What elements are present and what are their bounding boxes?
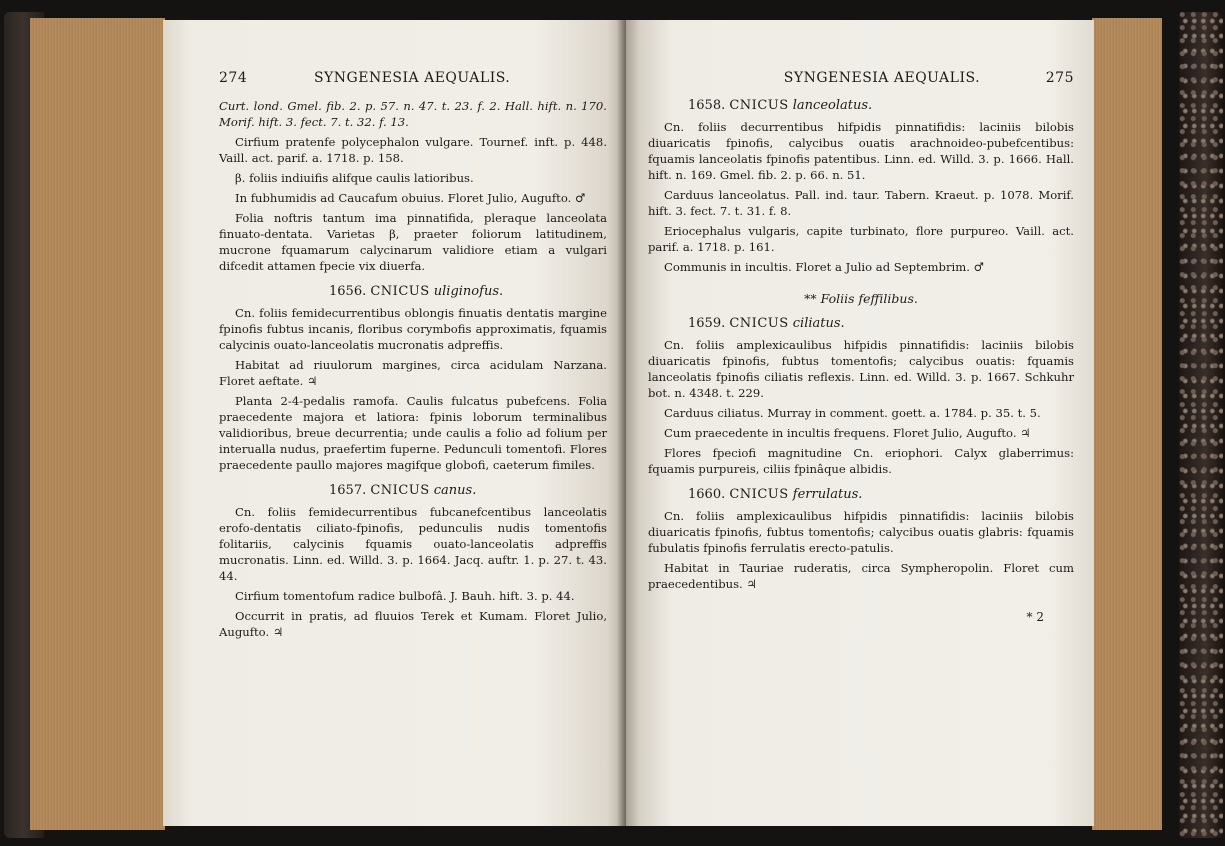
entry-paragraph: Habitat ad riuulorum margines, circa acidulam Narzana. Floret aeftate. ♃ — [219, 358, 607, 388]
page-edges-right — [1092, 18, 1162, 830]
entry-paragraph: Cn. foliis femidecurrentibus fubcanefcentibus lanceolatis erofo-dentatis ciliato-fpinofis, pedunculis nudis tomentofis folitariis, calycinis fquamis ouato-lanceolatis adpreffis mucronatis. Linn. ed. Willd. 3. p. 1664. Jacq. auftr. 1. p. 27. t. 43. 44. — [219, 505, 607, 583]
entry-heading-1656 — [219, 284, 607, 299]
intro-paragraph: β. foliis indiuifis alifque caulis latioribus. — [235, 171, 474, 185]
section-heading: ** Foliis feffilibus. — [804, 291, 918, 306]
entry-paragraph: Carduus lanceolatus. Pall. ind. taur. Tabern. Kraeut. p. 1078. Morif. hift. 3. fect. 7. t. 31. f. 8. — [648, 188, 1074, 218]
entry-number: 1657. — [329, 483, 367, 498]
left-running-head — [219, 70, 607, 86]
left-page — [163, 20, 625, 826]
entry-heading-1659 — [648, 316, 1074, 331]
entry-paragraph: Carduus ciliatus. Murray in comment. goett. a. 1784. p. 35. t. 5. — [664, 406, 1041, 420]
entry-paragraph: Habitat in Tauriae ruderatis, circa Sympheropolin. Floret cum praecedentibus. ♃ — [648, 561, 1074, 591]
intro-paragraph: Curt. lond. Gmel. fib. 2. p. 57. n. 47. t. 23. f. 2. Hall. hift. n. 170. Morif. hift. 3. fect. 7. t. 32. f. 13. — [219, 99, 607, 129]
entry-heading-1657 — [219, 483, 607, 498]
entry-paragraph: Cn. foliis decurrentibus hifpidis pinnatifidis: laciniis bilobis diuaricatis fpinofis, calycibus ouatis arachnoideo-pubefcentibus: fquamis lanceolatis fpinofis patentibus. Linn. ed. Willd. 3. p. 1666. Hall. hift. n. 169. Gmel. fib. 2. p. 66. n. 51. — [648, 120, 1074, 182]
entry-paragraph: Eriocephalus vulgaris, capite turbinato, flore purpureo. Vaill. act. parif. a. 1718. p. 161. — [648, 224, 1074, 254]
entry-epithet: ferrulatus. — [792, 487, 863, 502]
entry-epithet: uliginofus. — [433, 284, 504, 299]
intro-paragraph: Cirfium pratenfe polycephalon vulgare. Tournef. inft. p. 448. Vaill. act. parif. a. 1718. p. 158. — [219, 135, 607, 165]
entry-number: 1656. — [329, 284, 367, 299]
entry-heading-1658 — [648, 98, 1074, 113]
entry-genus: CNICUS — [729, 487, 789, 502]
entry-paragraph: Cn. foliis amplexicaulibus hifpidis pinnatifidis: laciniis bilobis diuaricatis fpinofis, fubtus tomentofis; calycibus ouatis: fquamis lanceolatis fpinofis ciliatis reflexis. Linn. ed. Willd. 3. p. 1667. Schkuhr bot. n. 4348. t. 229. — [648, 338, 1074, 400]
entry-epithet: ciliatus. — [792, 316, 845, 331]
entry-paragraph: Communis in incultis. Floret a Julio ad Septembrim. ♂ — [664, 260, 984, 274]
intro-paragraph: Folia noftris tantum ima pinnatifida, pleraque lanceolata finuato-dentata. Varietas β, praeter foliorum latitudinem, mucrone fquamarum calycinarum validiore etiam a vulgari difcedit attamen fpecie vix diuerfa. — [219, 211, 607, 273]
page-edges-left — [30, 18, 165, 830]
entry-heading-1660 — [648, 487, 1074, 502]
entry-paragraph: Flores fpeciofi magnitudine Cn. eriophori. Calyx glaberrimus: fquamis purpureis, ciliis fpinâque albidis. — [648, 446, 1074, 476]
entry-paragraph: Planta 2-4-pedalis ramofa. Caulis fulcatus pubefcens. Folia praecedente majora et latiora: fpinis loborum terminalibus validioribus, breue decurrentia; unde caulis a folio ad folium per interualla nudus, praefertim fuperne. Pedunculi tomentofi. Flores praecedente paullo majores magifque globofi, caeterum fimiles. — [219, 394, 607, 472]
right-running-head — [648, 70, 1074, 86]
entry-paragraph: Cirfium tomentofum radice bulbofâ. J. Bauh. hift. 3. p. 44. — [235, 589, 575, 603]
book-cover-right — [1179, 12, 1223, 838]
entry-paragraph: Cn. foliis femidecurrentibus oblongis finuatis dentatis margine fpinofis fubtus incanis, floribus corymbofis approximatis, fquamis calycinis ouato-lanceolatis mucronatis adpreffis. — [219, 306, 607, 352]
right-page — [626, 20, 1094, 826]
entry-genus: CNICUS — [729, 98, 789, 113]
left-page-number: 274 — [219, 70, 248, 86]
signature-mark: * 2 — [1026, 610, 1044, 624]
entry-number: 1659. — [688, 316, 726, 331]
entry-genus: CNICUS — [370, 483, 430, 498]
right-running-title: SYNGENESIA AEQUALIS. — [783, 70, 981, 86]
intro-paragraph: In fubhumidis ad Caucafum obuius. Floret Julio, Augufto. ♂ — [235, 191, 586, 205]
entry-paragraph: Occurrit in pratis, ad fluuios Terek et Kumam. Floret Julio, Augufto. ♃ — [219, 609, 607, 639]
right-page-number: 275 — [1045, 70, 1074, 86]
entry-number: 1658. — [688, 98, 726, 113]
entry-genus: CNICUS — [370, 284, 430, 299]
entry-epithet: canus. — [433, 483, 477, 498]
entry-paragraph: Cn. foliis amplexicaulibus hifpidis pinnatifidis: laciniis bilobis diuaricatis fpinofis, fubtus tomentofis; calycibus ouatis glabris: fquamis fubulatis fpinofis ferrulatis erecto-patulis. — [648, 509, 1074, 555]
entry-epithet: lanceolatus. — [792, 98, 873, 113]
entry-number: 1660. — [688, 487, 726, 502]
left-running-title: SYNGENESIA AEQUALIS. — [313, 70, 511, 86]
entry-genus: CNICUS — [729, 316, 789, 331]
entry-paragraph: Cum praecedente in incultis frequens. Floret Julio, Augufto. ♃ — [664, 426, 1031, 440]
